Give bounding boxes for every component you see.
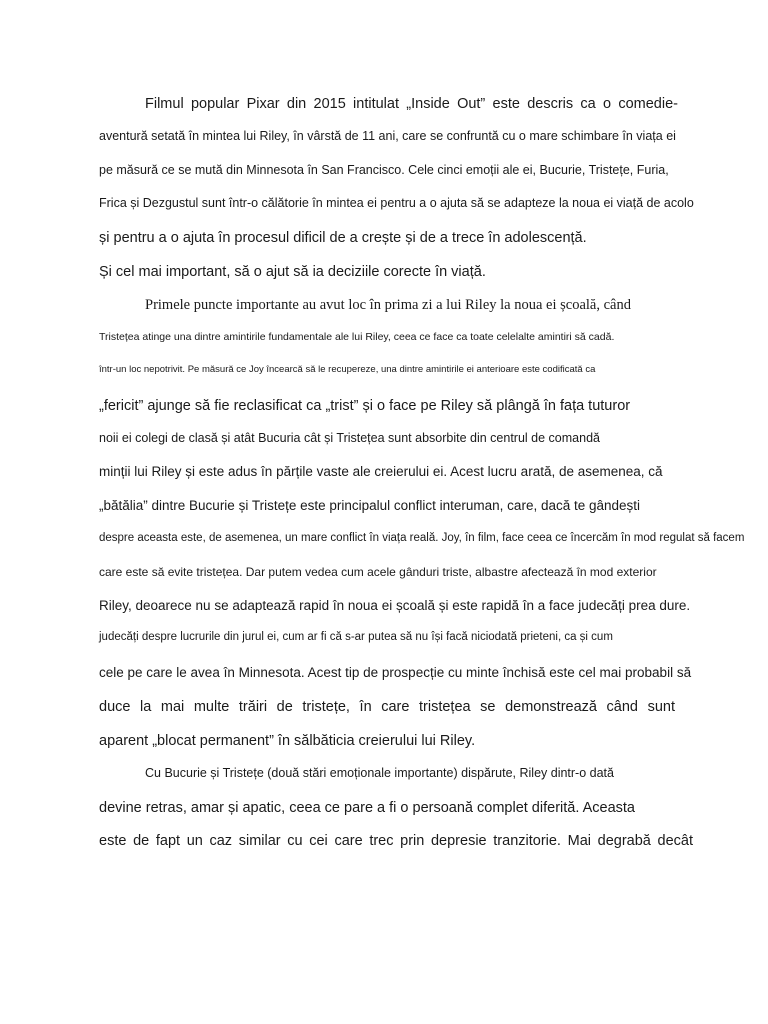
text-line-19: duce la mai multe trăiri de tristețe, în care tristețea se demonstrează când sunt bbox=[99, 699, 675, 715]
text-line-9: într-un loc nepotrivit. Pe măsură ce Joy încearcă să le recupereze, una dintre amintirile ei anterioare este codificată ca bbox=[99, 364, 596, 375]
text-line-20: aparent „blocat permanent” în sălbăticia creierului lui Riley. bbox=[99, 733, 476, 749]
text-line-23: este de fapt un caz similar cu cei care trec prin depresie tranzitorie. Mai degrabă decât bbox=[99, 833, 693, 849]
text-line-17: judecăți despre lucrurile din jurul ei, cum ar fi că s-ar putea să nu își facă niciodată prieteni, ca și cum bbox=[99, 631, 613, 643]
text-line-6: Și cel mai important, să o ajut să ia deciziile corecte în viață. bbox=[99, 264, 486, 280]
text-line-21: Cu Bucurie și Tristețe (două stări emoționale importante) dispărute, Riley dintr-o dată bbox=[145, 766, 614, 780]
text-line-15: care este să evite tristețea. Dar putem vedea cum acele gânduri triste, albastre afectează în mod exterior bbox=[99, 565, 657, 579]
text-line-12: minții lui Riley și este adus în părțile vaste ale creierului ei. Acest lucru arată, de asemenea, că bbox=[99, 464, 663, 479]
text-line-7: Primele puncte importante au avut loc în prima zi a lui Riley la noua ei școală, când bbox=[145, 297, 631, 313]
text-line-14: despre aceasta este, de asemenea, un mare conflict în viața reală. Joy, în film, face ceea ce încercăm în mod regulat să facem bbox=[99, 532, 745, 544]
text-line-1: Filmul popular Pixar din 2015 intitulat „Inside Out” este descris ca o comedie- bbox=[145, 96, 678, 112]
text-line-18: cele pe care le avea în Minnesota. Acest tip de prospecție cu minte închisă este cel mai probabil să bbox=[99, 665, 692, 680]
text-line-2: aventură setată în mintea lui Riley, în vârstă de 11 ani, care se confruntă cu o mare schimbare în viața ei bbox=[99, 129, 676, 143]
text-line-13: „bătălia” dintre Bucurie și Tristețe este principalul conflict interuman, care, dacă te gândești bbox=[99, 498, 641, 513]
text-line-5: și pentru a o ajuta în procesul dificil de a crește și de a trece în adolescență. bbox=[99, 230, 587, 246]
text-line-22: devine retras, amar și apatic, ceea ce pare a fi o persoană complet diferită. Aceasta bbox=[99, 800, 635, 816]
text-line-3: pe măsură ce se mută din Minnesota în San Francisco. Cele cinci emoții ale ei, Bucurie, Tristețe, Furia, bbox=[99, 163, 669, 177]
text-line-4: Frica și Dezgustul sunt într-o călătorie în mintea ei pentru a o ajuta să se adapteze la noua ei viață de acolo bbox=[99, 196, 694, 210]
text-line-8: Tristețea atinge una dintre amintirile fundamentale ale lui Riley, ceea ce face ca toate celelalte amintiri să cadă. bbox=[99, 331, 615, 343]
text-line-16: Riley, deoarece nu se adaptează rapid în noua ei școală și este rapidă în a face judecăți prea dure. bbox=[99, 598, 691, 613]
text-line-11: noii ei colegi de clasă și atât Bucuria cât și Tristețea sunt absorbite din centrul de comandă bbox=[99, 431, 600, 445]
text-line-10: „fericit” ajunge să fie reclasificat ca „trist” și o face pe Riley să plângă în fața tuturor bbox=[99, 398, 631, 414]
